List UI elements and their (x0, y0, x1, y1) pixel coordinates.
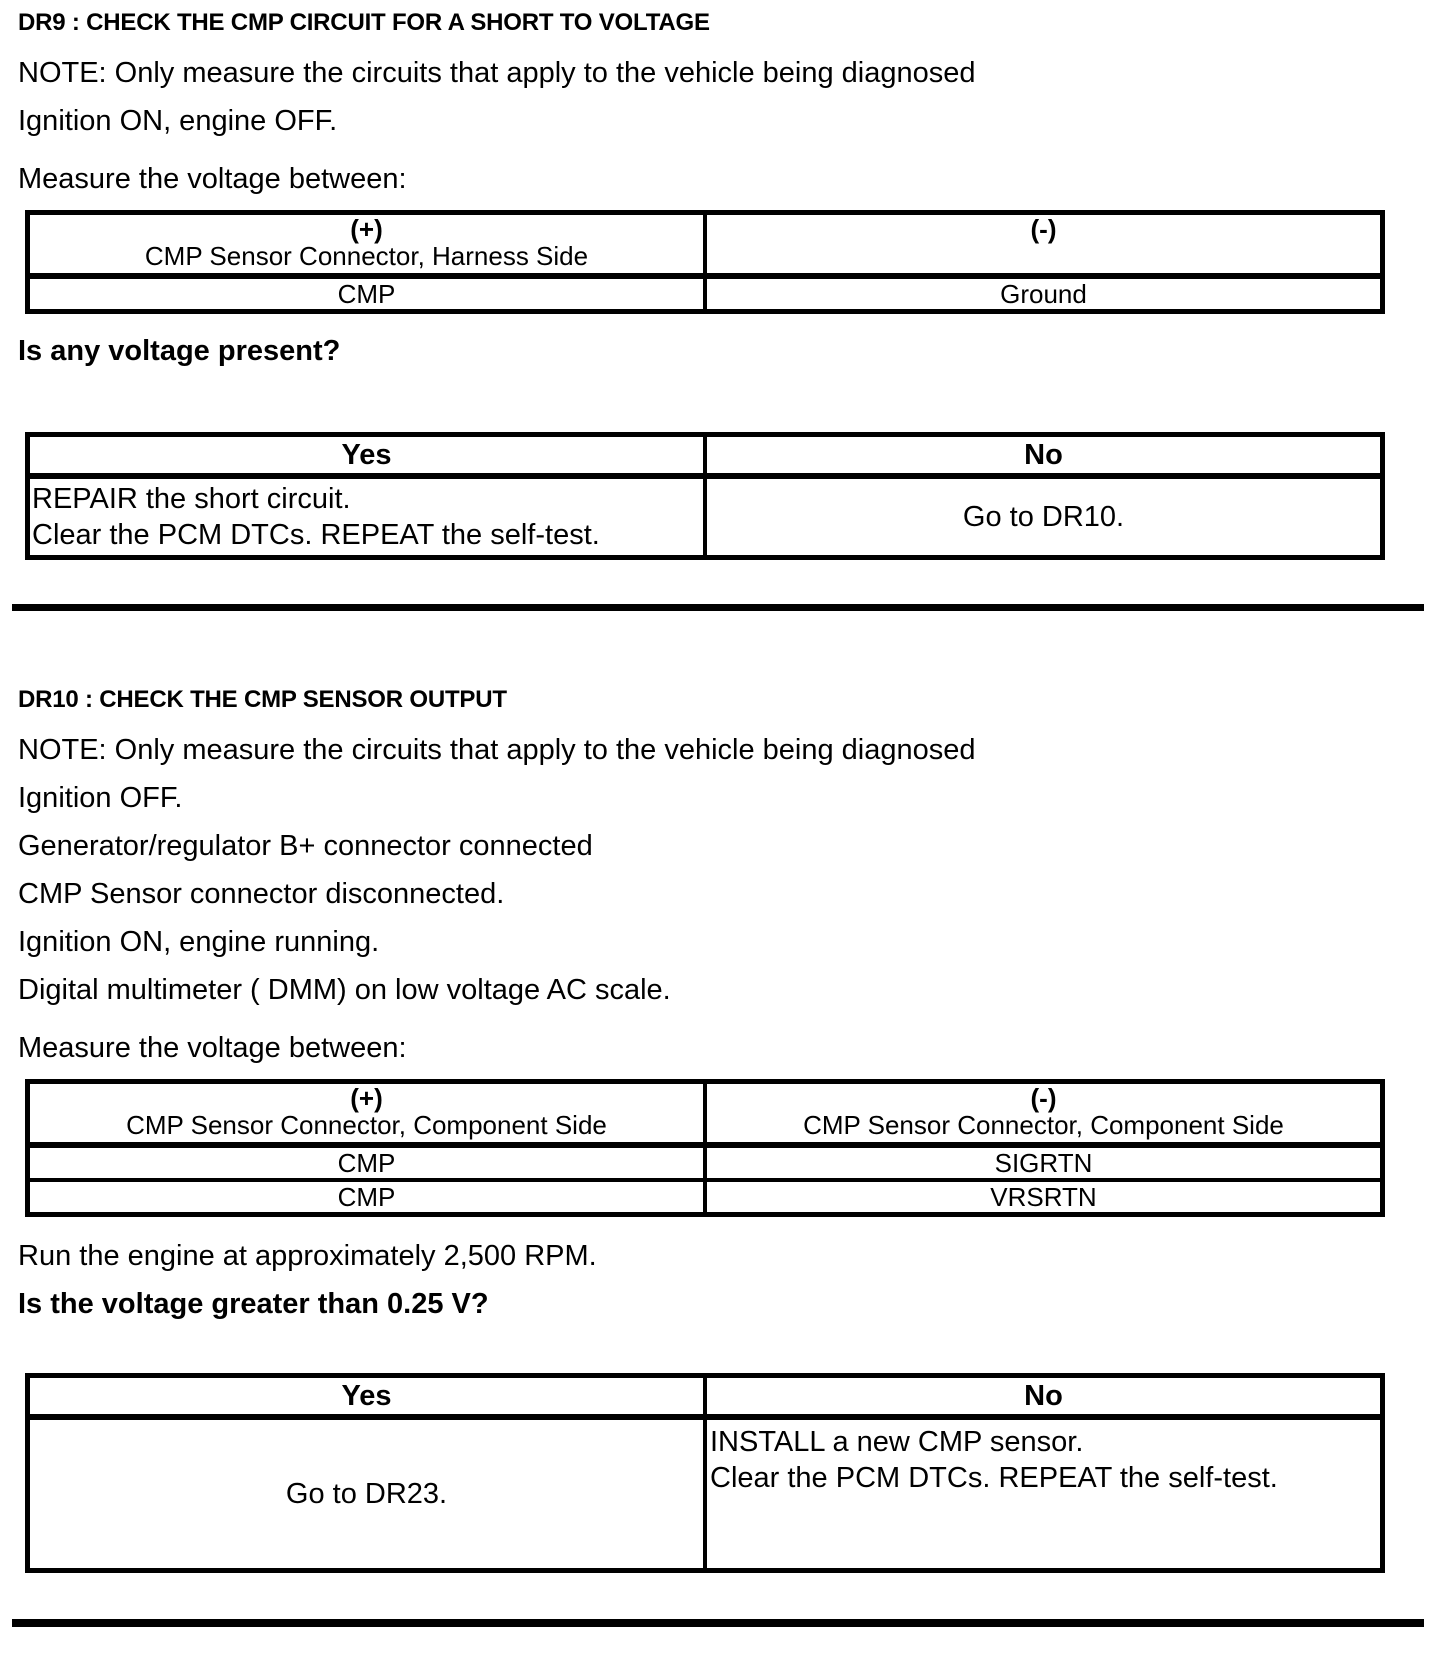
yes-header-cell: Yes (28, 1376, 706, 1418)
question-text: Is any voltage present? (18, 335, 341, 367)
positive-sub-label: CMP Sensor Connector, Harness Side (144, 241, 589, 271)
no-action-cell (705, 476, 1383, 558)
positive-polarity-label: (+) (350, 1083, 383, 1113)
negative-pin-cell: VRSRTN (705, 1180, 1383, 1215)
measure-label: Measure the voltage between: (18, 1032, 407, 1064)
measure-label: Measure the voltage between: (18, 163, 407, 195)
no-action-line: INSTALL a new CMP sensor. (710, 1426, 1084, 1458)
step-line: Ignition ON, engine OFF. (18, 105, 338, 137)
negative-header-cell (705, 213, 1383, 277)
no-header-cell: No (705, 1376, 1383, 1418)
step-line: Ignition ON, engine running. (18, 926, 380, 958)
negative-polarity-label: (-) (1030, 214, 1057, 244)
negative-pin-cell: SIGRTN (705, 1145, 1383, 1180)
measurement-table-dr9 (25, 210, 1385, 314)
yes-action-line: Go to DR23. (285, 1478, 448, 1510)
positive-sub-label: CMP Sensor Connector, Component Side (126, 1110, 607, 1140)
question-text: Is the voltage greater than 0.25 V? (18, 1288, 489, 1320)
no-action-line: Go to DR10. (962, 501, 1125, 533)
decision-body-row (28, 1417, 1383, 1571)
measurement-row (28, 1180, 1383, 1215)
positive-header-cell (28, 1082, 706, 1146)
section-divider (12, 604, 1424, 611)
measurement-row (28, 1145, 1383, 1180)
negative-sub-label: CMP Sensor Connector, Component Side (803, 1110, 1284, 1140)
decision-body-row (28, 476, 1383, 558)
measurement-table-header-row (28, 213, 1383, 277)
negative-pin-cell: Ground (705, 276, 1383, 312)
yes-action-line: REPAIR the short circuit. (32, 483, 351, 515)
negative-header-cell (705, 1082, 1383, 1146)
step-line: Ignition OFF. (18, 782, 183, 814)
decision-header-row (28, 1376, 1383, 1418)
no-header-cell: No (705, 435, 1383, 477)
procedure-section-dr10 (18, 685, 1420, 1627)
positive-polarity-label: (+) (350, 214, 383, 244)
negative-polarity-label: (-) (1030, 1083, 1057, 1113)
positive-pin-cell: CMP (28, 276, 706, 312)
measurement-table-dr10 (25, 1079, 1385, 1217)
note-line: NOTE: Only measure the circuits that apply to the vehicle being diagnosed (18, 734, 976, 766)
measurement-row (28, 276, 1383, 312)
section-title-dr9: DR9 : CHECK THE CMP CIRCUIT FOR A SHORT TO VOLTAGE (18, 9, 710, 36)
note-line: NOTE: Only measure the circuits that apply to the vehicle being diagnosed (18, 57, 976, 89)
yes-header-cell: Yes (28, 435, 706, 477)
decision-table-dr10 (25, 1373, 1385, 1573)
yes-action-cell (28, 476, 706, 558)
section-title-dr10: DR10 : CHECK THE CMP SENSOR OUTPUT (18, 686, 507, 713)
positive-header-cell (28, 213, 706, 277)
positive-pin-cell: CMP (28, 1180, 706, 1215)
step-line: Run the engine at approximately 2,500 RPM. (18, 1240, 597, 1272)
procedure-section-dr9 (18, 8, 1420, 611)
measurement-table-header-row (28, 1082, 1383, 1146)
step-line: Digital multimeter ( DMM) on low voltage AC scale. (18, 974, 671, 1006)
decision-header-row (28, 435, 1383, 477)
yes-action-cell (28, 1417, 706, 1571)
no-action-line: Clear the PCM DTCs. REPEAT the self-test. (710, 1462, 1278, 1494)
yes-action-line: Clear the PCM DTCs. REPEAT the self-test. (32, 519, 600, 551)
no-action-cell (705, 1417, 1383, 1571)
step-line: Generator/regulator B+ connector connected (18, 830, 593, 862)
positive-pin-cell: CMP (28, 1145, 706, 1180)
page-end-divider (12, 1619, 1424, 1627)
step-line: CMP Sensor connector disconnected. (18, 878, 505, 910)
decision-table-dr9 (25, 432, 1385, 560)
